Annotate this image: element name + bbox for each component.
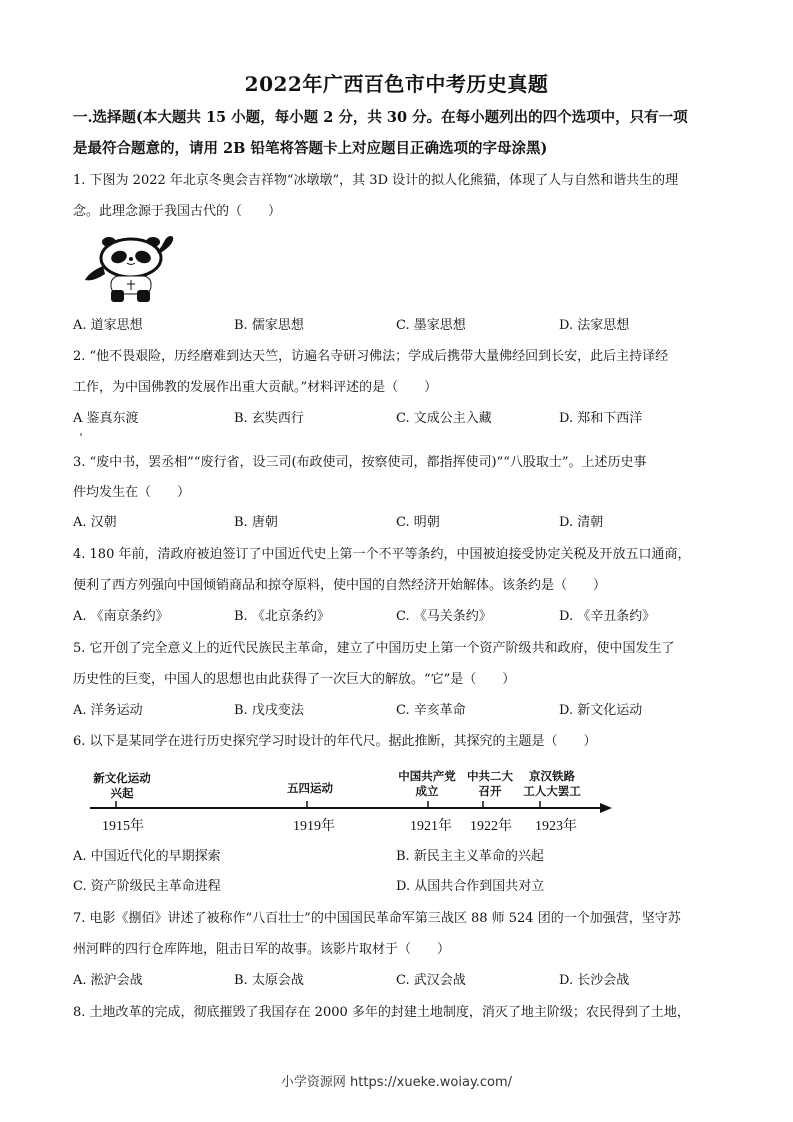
question-1-option-c[interactable]: C. 墨家思想 (396, 318, 466, 333)
question-2-line1: 2. “他不畏艰险，历经磨难到达天竺，访遍名寺研习佛法；学成后携带大量佛经回到长安，此后主持译经 (73, 349, 669, 364)
question-6-option-d[interactable]: D. 从国共合作到国共对立 (396, 879, 545, 894)
question-2-option-d[interactable]: D. 郑和下西洋 (559, 411, 643, 426)
question-5-option-b[interactable]: B. 戊戌变法 (234, 703, 304, 718)
question-6-options-row2 (73, 878, 733, 896)
question-1-line2: 念。此理念源于我国古代的（ ） (73, 204, 282, 219)
question-3-option-d[interactable]: D. 清朝 (559, 515, 604, 530)
question-3-option-a[interactable]: A. 汉朝 (73, 515, 117, 530)
timeline-chart (80, 765, 620, 835)
question-1-option-d[interactable]: D. 法家思想 (559, 318, 630, 333)
question-4-options (73, 608, 733, 626)
question-6-option-b[interactable]: B. 新民主主义革命的兴起 (396, 849, 544, 864)
question-6-option-a[interactable]: A. 中国近代化的早期探索 (73, 849, 221, 864)
timeline-event-1922: 中共二大 召开 (467, 769, 513, 798)
timeline-year-1919: 1919年 (293, 819, 335, 834)
question-7-option-b[interactable]: B. 太原会战 (234, 973, 304, 988)
question-6-options-row1 (73, 848, 733, 866)
question-4-option-b[interactable]: B. 《北京条约》 (234, 609, 330, 624)
question-7-line2: 州河畔的四行仓库阵地，阻击日军的故事。该影片取材于（ ） (73, 942, 451, 957)
section-instructions-line1: 一.选择题(本大题共 15 小题，每小题 2 分，共 30 分。在每小题列出的四个选项中，只有一项 (73, 109, 688, 126)
question-7-option-a[interactable]: A. 淞沪会战 (73, 973, 143, 988)
timeline-event-1919: 五四运动 (287, 781, 333, 795)
question-1-option-b[interactable]: B. 儒家思想 (234, 318, 304, 333)
question-1-line1: 1. 下图为 2022 年北京冬奥会吉祥物“冰墩墩”，其 3D 设计的拟人化熊猫，体现了人与自然和谐共生的理 (73, 173, 679, 188)
question-2-line2: 工作，为中国佛教的发展作出重大贡献。”材料评述的是（ ） (73, 380, 438, 395)
question-3-line1: 3. “废中书，罢丞相”“废行省，设三司(布政使司，按察使司，都指挥使司)”“八股取士”。上述历史事 (73, 455, 647, 470)
timeline-year-1921: 1921年 (410, 819, 452, 834)
question-2-option-b[interactable]: B. 玄奘西行 (234, 411, 304, 426)
question-7-option-c[interactable]: C. 武汉会战 (396, 973, 466, 988)
question-6-line1: 6. 以下是某同学在进行历史探究学习时设计的年代尺。据此推断，其探究的主题是（ ） (73, 734, 597, 749)
scan-artifact-dot (80, 433, 82, 436)
timeline-event-1921: 中国共产党 成立 (398, 769, 456, 798)
question-1-options (73, 317, 733, 335)
arrow-right-icon (600, 803, 612, 813)
question-2-option-c[interactable]: C. 文成公主入藏 (396, 411, 492, 426)
question-3-option-b[interactable]: B. 唐朝 (234, 515, 278, 530)
question-4-option-a[interactable]: A. 《南京条约》 (73, 609, 169, 624)
question-5-option-a[interactable]: A. 洋务运动 (73, 703, 143, 718)
question-4-line1: 4. 180 年前，清政府被迫签订了中国近代史上第一个不平等条约，中国被迫接受协定关税及开放五口通商， (73, 547, 691, 562)
question-3-line2: 件均发生在（ ） (73, 485, 191, 500)
timeline-year-1923: 1923年 (535, 819, 577, 834)
question-7-line1: 7. 电影《捌佰》讲述了被称作“八百壮士”的中国国民革命军第三战区 88 师 524 团的一个加强营，坚守苏 (73, 911, 681, 926)
panda-mascot-image (75, 232, 185, 307)
timeline-event-1923: 京汉铁路 工人大罢工 (523, 769, 581, 798)
question-7-option-d[interactable]: D. 长沙会战 (559, 973, 630, 988)
timeline-year-1922: 1922年 (470, 819, 512, 834)
question-5-options (73, 702, 733, 720)
question-2-option-a[interactable]: A 鉴真东渡 (73, 411, 139, 426)
timeline-event-1915: 新文化运动 兴起 (93, 771, 151, 800)
question-3-options (73, 514, 733, 532)
question-5-line2: 历史性的巨变，中国人的思想也由此获得了一次巨大的解放。“它”是（ ） (73, 672, 516, 687)
question-4-option-d[interactable]: D. 《辛丑条约》 (559, 609, 656, 624)
page-title: 2022年广西百色市中考历史真题 (244, 72, 549, 96)
question-5-option-c[interactable]: C. 辛亥革命 (396, 703, 466, 718)
question-8-line1: 8. 土地改革的完成，彻底摧毁了我国存在 2000 多年的封建土地制度，消灭了地主阶级；农民得到了土地， (73, 1005, 690, 1020)
question-4-option-c[interactable]: C. 《马关条约》 (396, 609, 492, 624)
question-4-line2: 便利了西方列强向中国倾销商品和掠夺原料，使中国的自然经济开始解体。该条约是（ ） (73, 578, 607, 593)
question-5-line1: 5. 它开创了完全意义上的近代民族民主革命，建立了中国历史上第一个资产阶级共和政府，使中国发生了 (73, 641, 675, 656)
section-instructions-line2: 是最符合题意的，请用 2B 铅笔将答题卡上对应题目正确选项的字母涂黑) (73, 140, 548, 157)
question-5-option-d[interactable]: D. 新文化运动 (559, 703, 643, 718)
footer-watermark: 小学资源网 https://xueke.woiay.com/ (280, 1075, 513, 1090)
timeline-year-1915: 1915年 (102, 819, 144, 834)
section-instructions (73, 102, 723, 164)
question-1-option-a[interactable]: A. 道家思想 (73, 318, 143, 333)
question-6-option-c[interactable]: C. 资产阶级民主革命进程 (73, 879, 221, 894)
question-3-option-c[interactable]: C. 明朝 (396, 515, 440, 530)
question-2-options (73, 410, 733, 428)
question-7-options (73, 972, 733, 990)
